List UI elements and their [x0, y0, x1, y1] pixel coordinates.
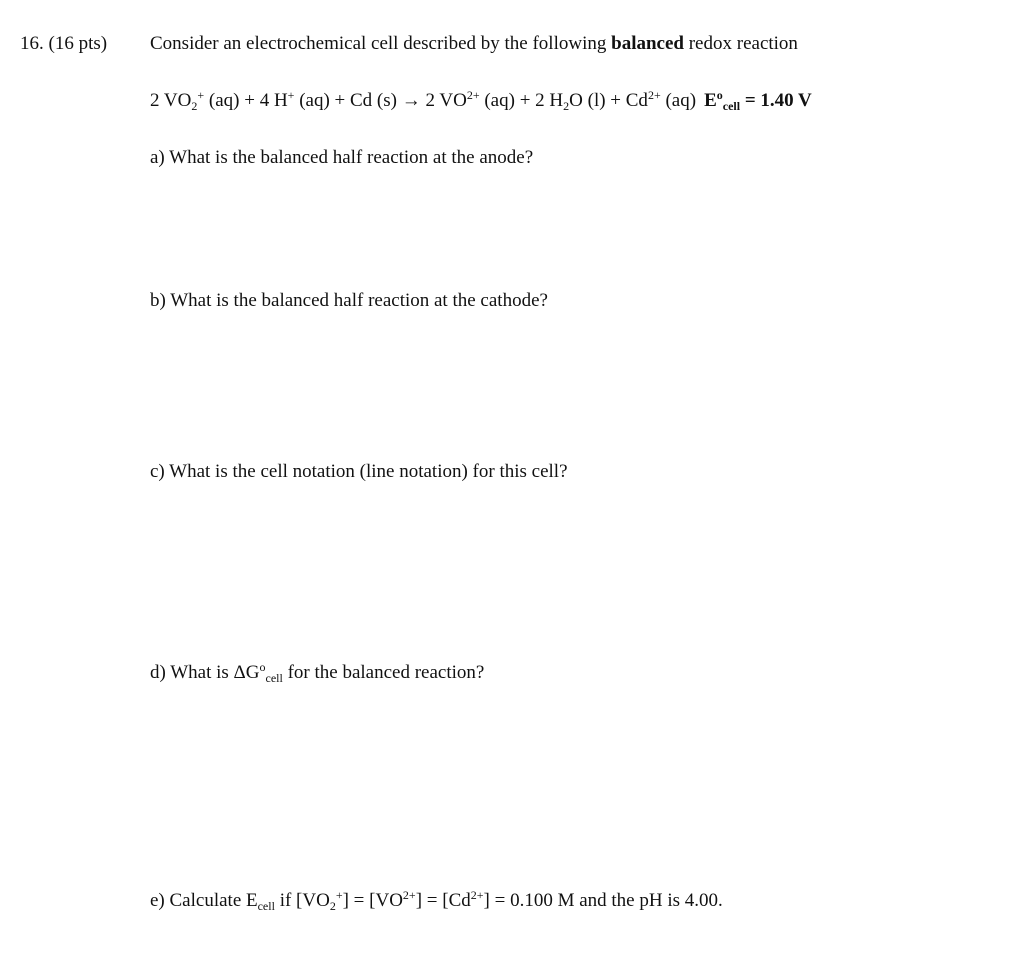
redox-equation: [150, 89, 812, 113]
qe-sub-2: 2: [329, 899, 336, 913]
qe-sup-1: +: [335, 888, 343, 902]
eq-part-2: (aq) + 4 H: [204, 90, 288, 111]
eq-part-6: (aq): [660, 90, 697, 111]
ecell-degree: o: [716, 88, 723, 102]
intro-text-post: redox reaction: [688, 33, 798, 54]
problem-number-label: 16.: [20, 33, 44, 54]
qe-mid-3: ] = [Cd: [415, 890, 471, 911]
qe-sup-2: 2+: [402, 888, 416, 902]
qe-post: ] = 0.100 M and the pH is 4.00.: [483, 890, 723, 911]
intro-text-pre: Consider an electrochemical cell described by the following: [150, 33, 607, 54]
intro-text-bold: balanced: [611, 33, 684, 54]
eq-part-3: (aq) + Cd (s) → 2 VO: [294, 90, 467, 111]
qd-pre: d) What is ΔG: [150, 662, 260, 683]
ecell-sub: cell: [722, 99, 741, 113]
eq-sub-1: 2: [191, 99, 198, 113]
eq-sup-3: 2+: [466, 88, 480, 102]
ecell-e: E: [704, 90, 717, 111]
eq-part-5: O (l) + Cd: [569, 90, 648, 111]
qd-post: for the balanced reaction?: [282, 662, 485, 683]
eq-sup-2: +: [287, 88, 295, 102]
eq-part-4: (aq) + 2 H: [479, 90, 564, 111]
question-a: a) What is the balanced half reaction at the anode?: [150, 147, 534, 168]
question-b: b) What is the balanced half reaction at the cathode?: [150, 290, 548, 311]
question-e: [150, 889, 723, 913]
qe-pre: e) Calculate E: [150, 890, 258, 911]
qe-mid-1: if [VO: [274, 890, 330, 911]
eq-sup-1: +: [197, 88, 205, 102]
ecell-value: = 1.40 V: [740, 90, 812, 111]
eq-sub-2: 2: [563, 99, 570, 113]
question-c: c) What is the cell notation (line notation) for this cell?: [150, 461, 568, 482]
qe-mid-2: ] = [VO: [342, 890, 403, 911]
ecell-label: [704, 90, 812, 111]
qe-sub-cell: cell: [257, 899, 275, 913]
problem-number: [20, 32, 107, 56]
qd-degree: o: [259, 660, 266, 674]
eq-sup-4: 2+: [647, 88, 661, 102]
qd-sub: cell: [265, 671, 283, 685]
problem-points: (16 pts): [48, 33, 108, 54]
problem-intro: [150, 32, 798, 56]
qe-sup-3: 2+: [470, 888, 484, 902]
question-d: [150, 661, 484, 685]
eq-part-1: 2 VO: [150, 90, 192, 111]
